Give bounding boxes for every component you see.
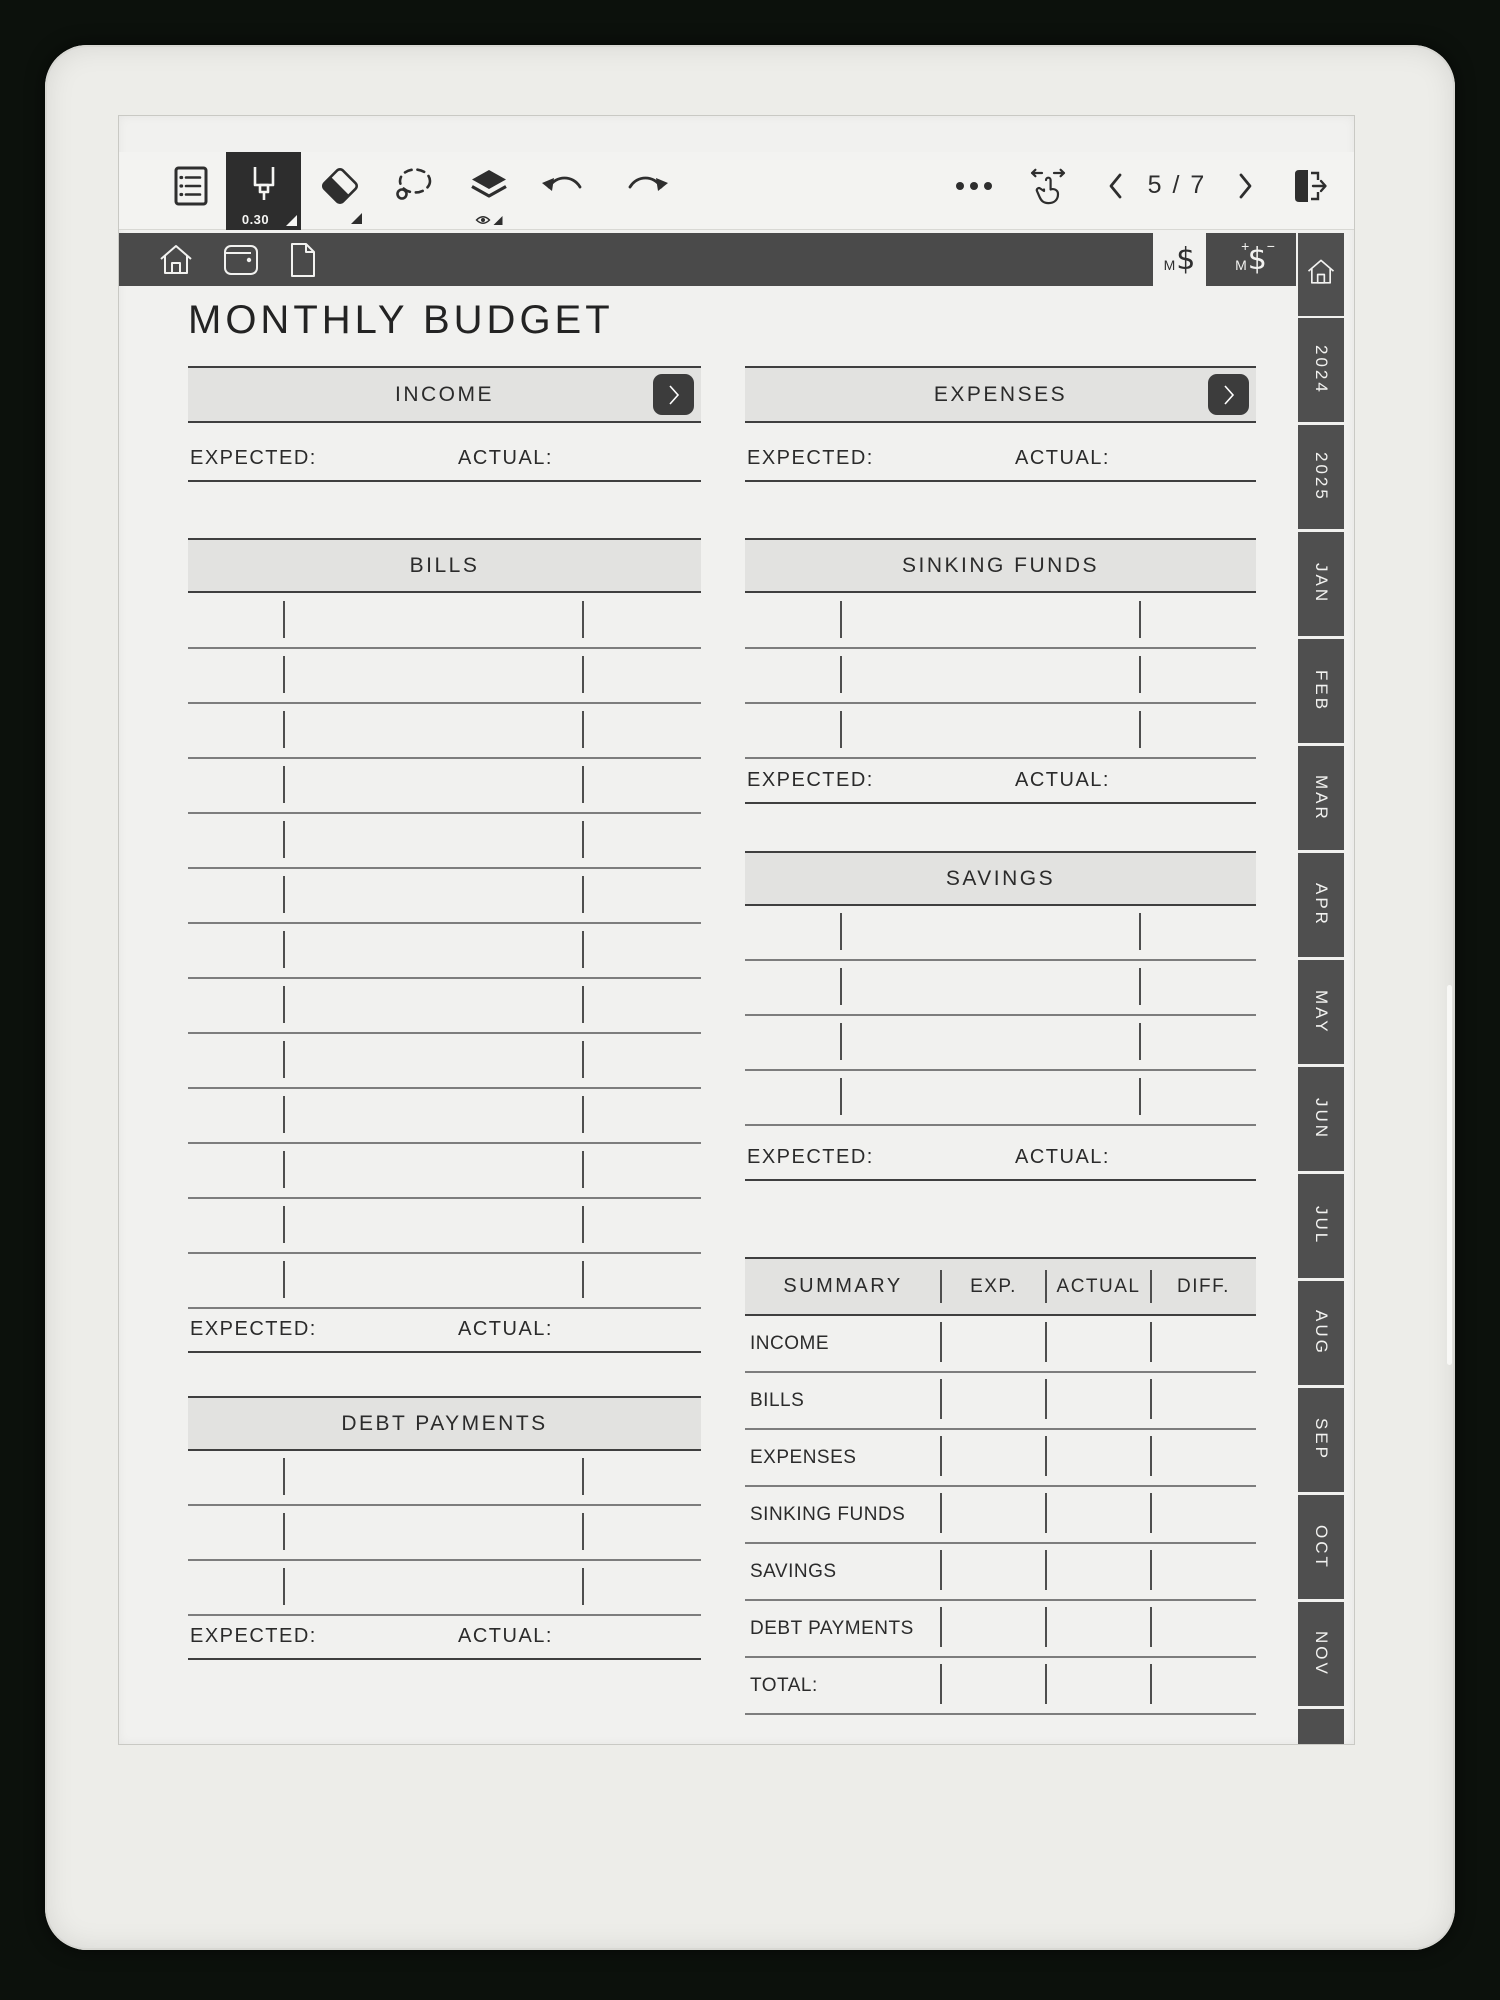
- summary-row-label: BILLS: [750, 1389, 805, 1411]
- row-divider: [283, 1261, 285, 1298]
- summary-col-exp: EXP.: [970, 1275, 1017, 1297]
- sidebar-tab-feb[interactable]: FEB: [1298, 639, 1344, 743]
- actual-label: ACTUAL:: [1015, 1146, 1110, 1168]
- entry-row[interactable]: [188, 1034, 701, 1089]
- row-divider: [582, 766, 584, 803]
- row-divider: [582, 1206, 584, 1243]
- expected-label: EXPECTED:: [190, 1318, 317, 1340]
- row-divider: [283, 1096, 285, 1133]
- row-divider: [1139, 913, 1141, 950]
- sinking-funds-title: SINKING FUNDS: [901, 553, 1099, 577]
- debt-payments-section-header[interactable]: [188, 1396, 701, 1451]
- row-divider: [582, 986, 584, 1023]
- bills-expected-actual-row[interactable]: [188, 1312, 701, 1353]
- income-detail-button[interactable]: [653, 374, 694, 415]
- row-divider: [1139, 1023, 1141, 1060]
- column-divider: [1045, 1322, 1047, 1362]
- entry-row[interactable]: [745, 1016, 1256, 1071]
- column-divider: [1045, 1607, 1047, 1647]
- actual-label: ACTUAL:: [458, 1625, 553, 1647]
- entry-row[interactable]: [188, 704, 701, 759]
- expected-label: EXPECTED:: [747, 769, 874, 791]
- entry-row[interactable]: [188, 924, 701, 979]
- entry-row[interactable]: [188, 1506, 701, 1561]
- summary-row[interactable]: [745, 1544, 1256, 1601]
- sidebar-tab-jul[interactable]: JUL: [1298, 1174, 1344, 1278]
- row-divider: [582, 1458, 584, 1495]
- summary-col-actual: ACTUAL: [1056, 1275, 1141, 1297]
- row-divider: [582, 1041, 584, 1078]
- sidebar-tab-mar[interactable]: MAR: [1298, 746, 1344, 850]
- sidebar-tab-nov[interactable]: NOV: [1298, 1602, 1344, 1706]
- summary-row[interactable]: [745, 1601, 1256, 1658]
- row-divider: [582, 1096, 584, 1133]
- row-divider: [582, 656, 584, 693]
- row-divider: [283, 876, 285, 913]
- column-divider: [1045, 1550, 1047, 1590]
- row-divider: [283, 1041, 285, 1078]
- column-divider: [940, 1322, 942, 1362]
- money-plus-minus-icon: + M $ −: [1235, 237, 1275, 277]
- column-divider: [1150, 1664, 1152, 1704]
- sidebar-tab-2024[interactable]: 2024: [1298, 318, 1344, 422]
- debt-payments-title: DEBT PAYMENTS: [341, 1411, 548, 1435]
- ereader-screen: [118, 115, 1355, 1745]
- summary-row-label: SAVINGS: [750, 1560, 837, 1582]
- row-divider: [840, 601, 842, 638]
- entry-row[interactable]: [188, 1144, 701, 1199]
- bills-title: BILLS: [409, 553, 480, 577]
- entry-row[interactable]: [188, 1561, 701, 1616]
- sidebar-tab-jun[interactable]: JUN: [1298, 1067, 1344, 1171]
- exit-door-icon: [1288, 167, 1330, 205]
- entry-row[interactable]: [745, 594, 1256, 649]
- entry-row[interactable]: [188, 649, 701, 704]
- row-divider: [582, 601, 584, 638]
- pen-size-label: 0.30: [241, 212, 270, 227]
- row-divider: [1139, 711, 1141, 748]
- actual-label: ACTUAL:: [1015, 447, 1110, 469]
- sidebar-tab-2025[interactable]: 2025: [1298, 425, 1344, 529]
- row-divider: [840, 656, 842, 693]
- summary-row-label: SINKING FUNDS: [750, 1503, 906, 1525]
- bills-rows: [188, 594, 701, 1309]
- sidebar-month-tabs: [1298, 318, 1344, 1745]
- column-divider: [940, 1270, 942, 1303]
- entry-row[interactable]: [745, 704, 1256, 759]
- row-divider: [283, 766, 285, 803]
- debt-expected-actual-row[interactable]: [188, 1619, 701, 1660]
- entry-row[interactable]: [188, 979, 701, 1034]
- entry-row[interactable]: [745, 906, 1256, 961]
- expenses-section-header[interactable]: [745, 366, 1256, 423]
- bills-section-header[interactable]: [188, 538, 701, 593]
- entry-row[interactable]: [188, 1199, 701, 1254]
- summary-row[interactable]: [745, 1487, 1256, 1544]
- summary-rows: [745, 1316, 1256, 1715]
- right-column: [745, 116, 1256, 1744]
- column-divider: [1150, 1550, 1152, 1590]
- savings-section-header[interactable]: [745, 851, 1256, 906]
- home-icon: [1305, 257, 1337, 292]
- column-divider: [1150, 1322, 1152, 1362]
- sinking-funds-rows: [745, 594, 1256, 759]
- page-indicator: 5 / 7: [1147, 171, 1207, 199]
- expenses-expected-actual-row[interactable]: [745, 436, 1256, 482]
- row-divider: [582, 876, 584, 913]
- entry-row[interactable]: [188, 594, 701, 649]
- row-divider: [840, 913, 842, 950]
- column-divider: [940, 1493, 942, 1533]
- row-divider: [840, 1023, 842, 1060]
- column-divider: [1045, 1379, 1047, 1419]
- summary-row[interactable]: [745, 1658, 1256, 1715]
- expected-label: EXPECTED:: [190, 447, 317, 469]
- sinking-funds-section-header[interactable]: [745, 538, 1256, 593]
- row-divider: [1139, 968, 1141, 1005]
- left-column: [188, 116, 701, 1744]
- expenses-detail-button[interactable]: [1208, 374, 1249, 415]
- actual-label: ACTUAL:: [458, 447, 553, 469]
- summary-row-label: DEBT PAYMENTS: [750, 1617, 914, 1639]
- column-divider: [1150, 1607, 1152, 1647]
- row-divider: [840, 968, 842, 1005]
- row-divider: [1139, 1078, 1141, 1115]
- entry-row[interactable]: [188, 1451, 701, 1506]
- row-divider: [283, 711, 285, 748]
- row-divider: [283, 931, 285, 968]
- expected-label: EXPECTED:: [747, 447, 874, 469]
- exit-button[interactable]: [1279, 152, 1339, 229]
- row-divider: [1139, 656, 1141, 693]
- summary-title: SUMMARY: [783, 1275, 903, 1297]
- summary-row[interactable]: [745, 1373, 1256, 1430]
- page-title: MONTHLY BUDGET: [188, 298, 614, 342]
- summary-row-label: INCOME: [750, 1332, 829, 1354]
- column-divider: [940, 1550, 942, 1590]
- ereader-device: [45, 45, 1455, 1950]
- sidebar-tab-jan[interactable]: JAN: [1298, 532, 1344, 636]
- column-divider: [1045, 1270, 1047, 1303]
- column-divider: [1150, 1436, 1152, 1476]
- savings-title: SAVINGS: [945, 866, 1056, 890]
- column-divider: [940, 1664, 942, 1704]
- expenses-title: EXPENSES: [933, 382, 1068, 406]
- actual-label: ACTUAL:: [458, 1318, 553, 1340]
- debt-payments-rows: [188, 1451, 701, 1616]
- row-divider: [582, 931, 584, 968]
- savings-expected-actual-row[interactable]: [745, 1138, 1256, 1181]
- entry-row[interactable]: [188, 1089, 701, 1144]
- entry-row[interactable]: [745, 649, 1256, 704]
- expected-label: EXPECTED:: [747, 1146, 874, 1168]
- row-divider: [582, 1568, 584, 1605]
- sidebar-tab-sep[interactable]: SEP: [1298, 1388, 1344, 1492]
- row-divider: [283, 821, 285, 858]
- column-divider: [1045, 1436, 1047, 1476]
- column-divider: [1045, 1493, 1047, 1533]
- column-divider: [1150, 1270, 1152, 1303]
- row-divider: [283, 601, 285, 638]
- row-divider: [283, 1458, 285, 1495]
- sidebar-home-tab[interactable]: [1298, 233, 1344, 316]
- sinking-expected-actual-row[interactable]: [745, 762, 1256, 804]
- entry-row[interactable]: [188, 759, 701, 814]
- column-divider: [940, 1607, 942, 1647]
- column-divider: [1150, 1493, 1152, 1533]
- summary-col-diff: DIFF.: [1177, 1275, 1230, 1297]
- row-divider: [283, 1206, 285, 1243]
- summary-row-label: EXPENSES: [750, 1446, 857, 1468]
- actual-label: ACTUAL:: [1015, 769, 1110, 791]
- summary-row[interactable]: [745, 1430, 1256, 1487]
- income-expected-actual-row[interactable]: [188, 436, 701, 482]
- row-divider: [283, 986, 285, 1023]
- entry-row[interactable]: [188, 1254, 701, 1309]
- row-divider: [283, 656, 285, 693]
- entry-row[interactable]: [188, 814, 701, 869]
- entry-row[interactable]: [745, 961, 1256, 1016]
- money-icon: M $: [1163, 241, 1196, 277]
- column-divider: [1150, 1379, 1152, 1419]
- row-divider: [1139, 601, 1141, 638]
- row-divider: [582, 1151, 584, 1188]
- savings-rows: [745, 906, 1256, 1126]
- summary-row[interactable]: [745, 1316, 1256, 1373]
- entry-row[interactable]: [188, 869, 701, 924]
- column-divider: [1045, 1664, 1047, 1704]
- income-title: INCOME: [395, 382, 494, 406]
- summary-row-label: TOTAL:: [750, 1674, 818, 1696]
- sidebar-tab-oct[interactable]: OCT: [1298, 1495, 1344, 1599]
- summary-table-header: [745, 1257, 1256, 1316]
- entry-row[interactable]: [745, 1071, 1256, 1126]
- row-divider: [582, 1261, 584, 1298]
- row-divider: [840, 711, 842, 748]
- row-divider: [840, 1078, 842, 1115]
- sidebar-tab-apr[interactable]: APR: [1298, 853, 1344, 957]
- expected-label: EXPECTED:: [190, 1625, 317, 1647]
- income-section-header[interactable]: [188, 366, 701, 423]
- column-divider: [940, 1379, 942, 1419]
- row-divider: [283, 1151, 285, 1188]
- sidebar-tab-may[interactable]: MAY: [1298, 960, 1344, 1064]
- bezel-edge-highlight: [1447, 985, 1452, 1365]
- sidebar-tab-partial[interactable]: [1298, 1709, 1344, 1745]
- row-divider: [283, 1568, 285, 1605]
- row-divider: [582, 711, 584, 748]
- row-divider: [582, 821, 584, 858]
- sidebar-tab-aug[interactable]: AUG: [1298, 1281, 1344, 1385]
- row-divider: [582, 1513, 584, 1550]
- column-divider: [940, 1436, 942, 1476]
- row-divider: [283, 1513, 285, 1550]
